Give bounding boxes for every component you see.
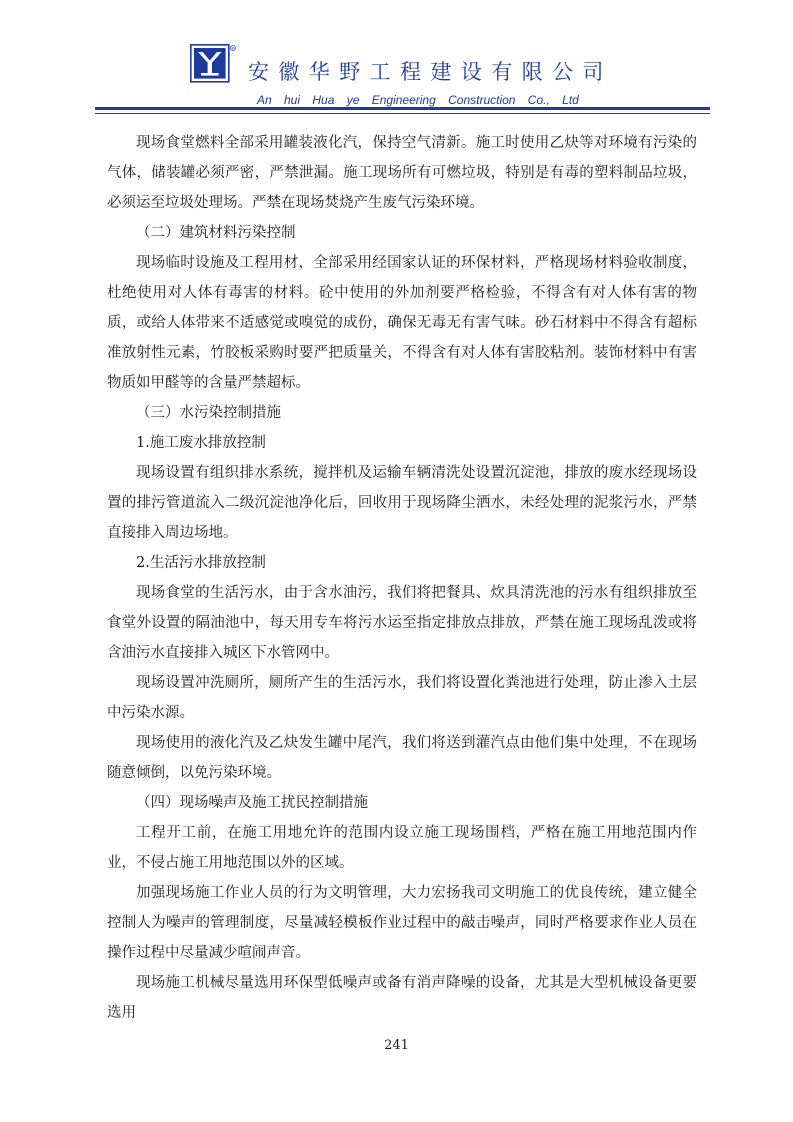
company-name-cn: 安徽华野工程建设有限公司 <box>248 60 613 84</box>
section-heading: （四）现场噪声及施工扰民控制措施 <box>136 795 368 811</box>
body-paragraph: 现场设置有组织排水系统，搅拌机及运输车辆清洗处设置沉淀池，排放的废水经现场设置的排污管道流入二级沉淀池净化后，回收用于现场降尘洒水，未经处理的泥浆污水，严禁直接排入周边场地。 <box>107 465 697 541</box>
body-paragraph: 现场食堂的生活污水，由于含水油污，我们将把餐具、炊具清洗池的污水有组织排放至食堂外设置的隔油池中，每天用专车将污水运至指定排放点排放，严禁在施工现场乱泼或将含油污水直接排入城区下水管网中。 <box>107 585 697 661</box>
body-paragraph: 现场施工机械尽量选用环保型低噪声或备有消声降噪的设备，尤其是大型机械设备更要选用 <box>107 975 697 1021</box>
body-paragraph: 工程开工前，在施工用地允许的范围内设立施工现场围档，严格在施工用地范围内作业，不侵占施工用地范围以外的区域。 <box>107 825 697 871</box>
body-paragraph: 现场设置冲洗厕所，厕所产生的生活污水，我们将设置化粪池进行处理，防止渗入土层中污染水源。 <box>107 675 697 721</box>
header-rule-thin <box>95 113 710 114</box>
company-logo-icon <box>190 44 236 84</box>
svg-text:R: R <box>231 46 235 51</box>
body-paragraph: 加强现场施工作业人员的行为文明管理，大力宏扬我司文明施工的优良传统，建立健全控制人为噪声的管理制度，尽量减轻模板作业过程中的敲击噪声，同时严格要求作业人员在操作过程中尽量减少喧闹声音。 <box>107 885 697 961</box>
body-paragraph: 现场临时设施及工程用材，全部采用经国家认证的环保材料，严格现场材料验收制度，杜绝使用对人体有毒害的材料。砼中使用的外加剂要严格检验，不得含有对人体有害的物质，或给人体带来不适感觉或嗅觉的成份，确保无毒无有害气味。砂石材料中不得含有超标准放射性元素，竹胶板采购时要严把质量关，不得含有对人体有害胶粘剂。装饰材料中有害物质如甲醛等的含量严禁超标。 <box>107 255 697 391</box>
section-heading: （二）建筑材料污染控制 <box>136 225 296 241</box>
header-rule-thick <box>95 107 710 110</box>
body-paragraph: 现场食堂燃料全部采用罐装液化汽，保持空气清新。施工时使用乙炔等对环境有污染的气体，储装罐必须严密，严禁泄漏。施工现场所有可燃垃圾，特别是有毒的塑料制品垃圾，必须运至垃圾处理场。严禁在现场焚烧产生废气污染环境。 <box>107 135 697 211</box>
document-body <box>107 128 697 1028</box>
company-name-en: An hui Hua ye Engineering Construction Co., Ltd <box>257 93 579 107</box>
subsection-heading: 1.施工废水排放控制 <box>136 435 266 451</box>
section-heading: （三）水污染控制措施 <box>136 405 281 421</box>
page-number: 241 <box>384 1038 409 1053</box>
page-header <box>0 0 793 120</box>
subsection-heading: 2.生活污水排放控制 <box>136 555 266 571</box>
body-paragraph: 现场使用的液化汽及乙炔发生罐中尾汽，我们将送到灌汽点由他们集中处理，不在现场随意倾倒，以免污染环境。 <box>107 735 697 781</box>
